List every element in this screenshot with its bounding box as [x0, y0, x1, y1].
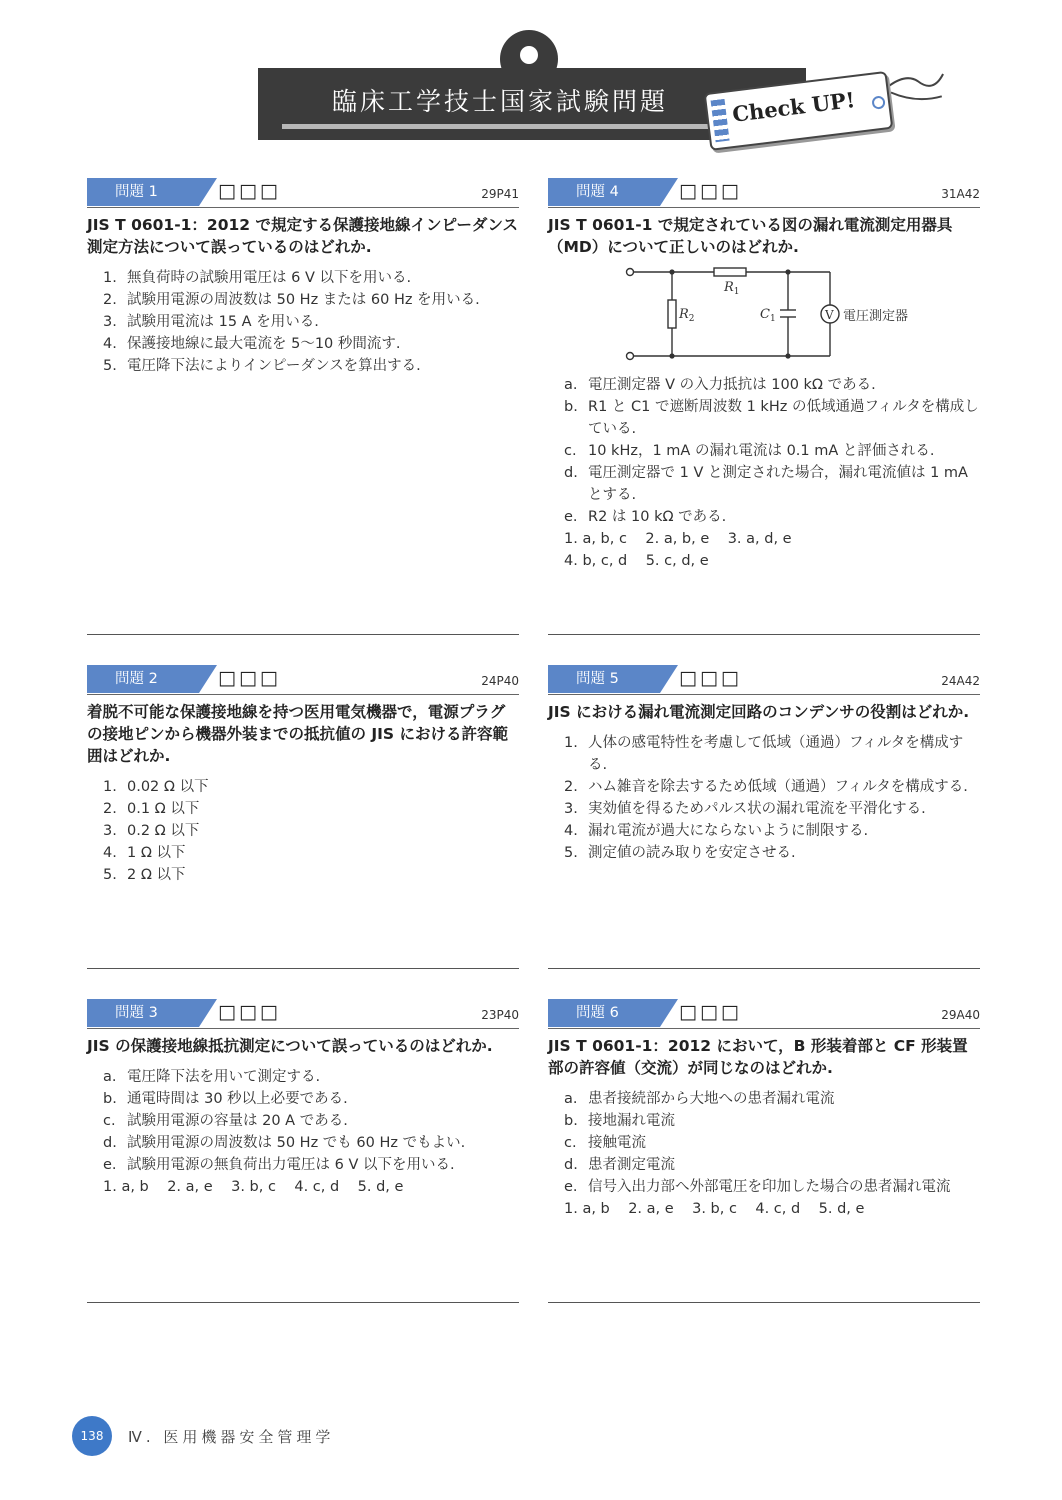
option-mark: b. [564, 1113, 578, 1129]
question-number-badge: 問題 4 [548, 178, 660, 206]
option-item [548, 776, 980, 798]
option-text: 通電時間は 30 秒以上必要である. [127, 1091, 348, 1107]
exam-code: 24P40 [481, 674, 519, 688]
option-item [87, 1066, 519, 1088]
review-checkboxes[interactable]: □□□ [218, 667, 281, 689]
review-checkboxes[interactable]: □□□ [679, 667, 742, 689]
question-number-badge: 問題 1 [87, 178, 199, 206]
section-divider [87, 634, 519, 635]
option-item [548, 1176, 980, 1198]
option-item [87, 842, 519, 864]
option-mark: b. [103, 1091, 117, 1107]
option-mark: 5. [564, 845, 578, 861]
option-item [548, 396, 980, 440]
option-item [548, 506, 980, 528]
option-item [548, 1154, 980, 1176]
option-list [87, 1066, 519, 1176]
option-text: R1 と C1 で遮断周波数 1 kHz の低域通過フィルタを構成している. [588, 399, 979, 437]
option-text: 0.1 Ω 以下 [127, 801, 200, 817]
voltmeter-symbol: V [825, 308, 834, 322]
option-item [548, 842, 980, 864]
option-item [548, 462, 980, 506]
option-text: 電圧測定器で 1 V と測定された場合，漏れ電流値は 1 mA とする. [588, 465, 968, 503]
option-item [87, 1088, 519, 1110]
option-text: 0.02 Ω 以下 [127, 779, 209, 795]
r1-label: $R_1$ [724, 280, 740, 297]
question-2 [87, 665, 519, 886]
option-text: 2 Ω 以下 [127, 867, 186, 883]
question-number-badge: 問題 2 [87, 665, 199, 693]
question-number-badge: 問題 3 [87, 999, 199, 1027]
option-text: 試験用電源の周波数は 50 Hz または 60 Hz を用いる. [127, 292, 480, 308]
answer-choices-line: 1. a, b 2. a, e 3. b, c 4. c, d 5. d, e [564, 1201, 865, 1217]
header-rule [548, 1028, 980, 1029]
question-stem: JIS T 0601-1 で規定されている図の漏れ電流測定用器具（MD）について正しいのはどれか. [548, 216, 953, 256]
option-item [87, 355, 519, 377]
option-mark: 5. [103, 867, 117, 883]
section-divider [87, 968, 519, 969]
option-mark: e. [103, 1157, 117, 1173]
option-mark: d. [103, 1135, 117, 1151]
option-text: 漏れ電流が過大にならないように制限する. [588, 823, 869, 839]
option-text: 10 kHz，1 mA の漏れ電流は 0.1 mA と評価される. [588, 443, 935, 459]
exam-code: 24A42 [941, 674, 980, 688]
header-rule [548, 207, 980, 208]
option-item [548, 440, 980, 462]
question-header [87, 178, 519, 208]
header-rule [87, 1028, 519, 1029]
option-item [87, 820, 519, 842]
header-rule [548, 694, 980, 695]
tag-stripes [711, 99, 730, 142]
option-text: 患者接続部から大地への患者漏れ電流 [588, 1091, 835, 1107]
option-item [87, 798, 519, 820]
option-list [548, 1088, 980, 1198]
c1-label: $C_1$ [760, 307, 776, 324]
tag-label: Check UP! [730, 87, 857, 127]
option-item [87, 776, 519, 798]
option-item [548, 1088, 980, 1110]
question-5 [548, 665, 980, 864]
option-mark: c. [564, 1135, 577, 1151]
option-text: 保護接地線に最大電流を 5～10 秒間流す. [127, 336, 401, 352]
option-item [548, 1132, 980, 1154]
page-number: 138 [72, 1416, 112, 1456]
question-number-badge: 問題 6 [548, 999, 660, 1027]
exam-code: 31A42 [941, 187, 980, 201]
option-mark: d. [564, 1157, 578, 1173]
option-text: 人体の感電特性を考慮して低域（通過）フィルタを構成する. [588, 735, 964, 773]
option-text: ハム雑音を除去するため低域（通過）フィルタを構成する. [588, 779, 968, 795]
question-3 [87, 999, 519, 1198]
header-rule [87, 694, 519, 695]
question-stem: 着脱不可能な保護接地線を持つ医用電気機器で，電源プラグの接地ピンから機器外装までの抵抗値の JIS における許容範囲はどれか. [87, 703, 508, 765]
option-mark: 3. [564, 801, 578, 817]
option-item [87, 267, 519, 289]
r2-label: $R_2$ [679, 307, 695, 324]
option-mark: a. [564, 1091, 578, 1107]
option-mark: 4. [103, 845, 117, 861]
voltmeter-label: 電圧測定器 [843, 309, 909, 324]
tag-hole-icon [871, 95, 885, 109]
option-mark: a. [103, 1069, 117, 1085]
question-stem: JIS T 0601-1：2012 において，B 形装着部と CF 形装置部の許容値（交流）が同じなのはどれか. [548, 1037, 968, 1077]
question-header [548, 178, 980, 208]
option-text: 電圧測定器 V の入力抵抗は 100 kΩ である. [588, 377, 876, 393]
option-list [548, 732, 980, 864]
section-title: Ⅳ. 医用機器安全管理学 [128, 1428, 335, 1446]
option-mark: 5. [103, 358, 117, 374]
option-item [87, 1154, 519, 1176]
question-header [87, 665, 519, 695]
option-item [548, 732, 980, 776]
question-stem: JIS における漏れ電流測定回路のコンデンサの役割はどれか. [548, 703, 970, 721]
option-mark: 3. [103, 314, 117, 330]
option-mark: 1. [564, 735, 578, 751]
option-text: 測定値の読み取りを安定させる. [588, 845, 796, 861]
review-checkboxes[interactable]: □□□ [679, 1001, 742, 1023]
option-text: 試験用電流は 15 A を用いる. [127, 314, 319, 330]
review-checkboxes[interactable]: □□□ [218, 180, 281, 202]
option-mark: 4. [564, 823, 578, 839]
option-mark: 1. [103, 779, 117, 795]
option-text: 信号入出力部へ外部電圧を印加した場合の患者漏れ電流 [588, 1179, 951, 1195]
option-text: 患者測定電流 [588, 1157, 675, 1173]
review-checkboxes[interactable]: □□□ [218, 1001, 281, 1023]
exam-code: 29P41 [481, 187, 519, 201]
question-header [548, 665, 980, 695]
question-header [548, 999, 980, 1029]
option-list [548, 374, 980, 528]
question-header [87, 999, 519, 1029]
option-text: R2 は 10 kΩ である. [588, 509, 727, 525]
option-mark: 2. [103, 292, 117, 308]
question-stem: JIS の保護接地線抵抗測定について誤っているのはどれか. [87, 1037, 493, 1055]
option-mark: 4. [103, 336, 117, 352]
option-list [87, 267, 519, 377]
answer-choices-line: 4. b, c, d 5. c, d, e [564, 553, 709, 569]
option-text: 電圧降下法を用いて測定する. [127, 1069, 321, 1085]
section-divider [548, 1302, 980, 1303]
option-mark: e. [564, 1179, 578, 1195]
option-mark: e. [564, 509, 578, 525]
option-mark: c. [564, 443, 577, 459]
option-mark: 2. [103, 801, 117, 817]
option-list [87, 776, 519, 886]
option-item [87, 289, 519, 311]
answer-choices-line: 1. a, b, c 2. a, b, e 3. a, d, e [564, 531, 792, 547]
option-item [87, 1110, 519, 1132]
option-item [87, 333, 519, 355]
option-text: 1 Ω 以下 [127, 845, 186, 861]
question-number-badge: 問題 5 [548, 665, 660, 693]
option-text: 実効値を得るためパルス状の漏れ電流を平滑化する. [588, 801, 926, 817]
option-mark: 2. [564, 779, 578, 795]
option-mark: d. [564, 465, 578, 481]
option-text: 接触電流 [588, 1135, 646, 1151]
option-item [548, 820, 980, 842]
section-divider [548, 968, 980, 969]
section-divider [87, 1302, 519, 1303]
option-text: 電圧降下法によりインピーダンスを算出する. [127, 358, 421, 374]
option-text: 試験用電源の無負荷出力電圧は 6 V 以下を用いる. [127, 1157, 455, 1173]
question-4 [548, 178, 980, 572]
option-item [548, 374, 980, 396]
option-text: 試験用電源の容量は 20 A である. [127, 1113, 348, 1129]
option-item [87, 864, 519, 886]
question-stem: JIS T 0601-1：2012 で規定する保護接地線インピーダンス測定方法について誤っているのはどれか. [87, 216, 519, 256]
exam-code: 29A40 [941, 1008, 980, 1022]
option-text: 0.2 Ω 以下 [127, 823, 200, 839]
answer-choices-line: 1. a, b 2. a, e 3. b, c 4. c, d 5. d, e [103, 1179, 404, 1195]
option-mark: c. [103, 1113, 116, 1129]
section-divider [548, 634, 980, 635]
exam-code: 23P40 [481, 1008, 519, 1022]
review-checkboxes[interactable]: □□□ [679, 180, 742, 202]
question-6 [548, 999, 980, 1220]
option-text: 接地漏れ電流 [588, 1113, 675, 1129]
leakage-current-circuit-diagram [548, 264, 928, 364]
option-mark: b. [564, 399, 578, 415]
question-1 [87, 178, 519, 377]
option-item [548, 1110, 980, 1132]
option-text: 試験用電源の周波数は 50 Hz でも 60 Hz でもよい. [127, 1135, 466, 1151]
option-text: 無負荷時の試験用電圧は 6 V 以下を用いる. [127, 270, 412, 286]
header-rule [87, 207, 519, 208]
option-mark: a. [564, 377, 578, 393]
option-mark: 3. [103, 823, 117, 839]
option-mark: 1. [103, 270, 117, 286]
option-item [87, 311, 519, 333]
option-item [87, 1132, 519, 1154]
option-item [548, 798, 980, 820]
page-title: 臨床工学技士国家試験問題 [331, 87, 668, 116]
